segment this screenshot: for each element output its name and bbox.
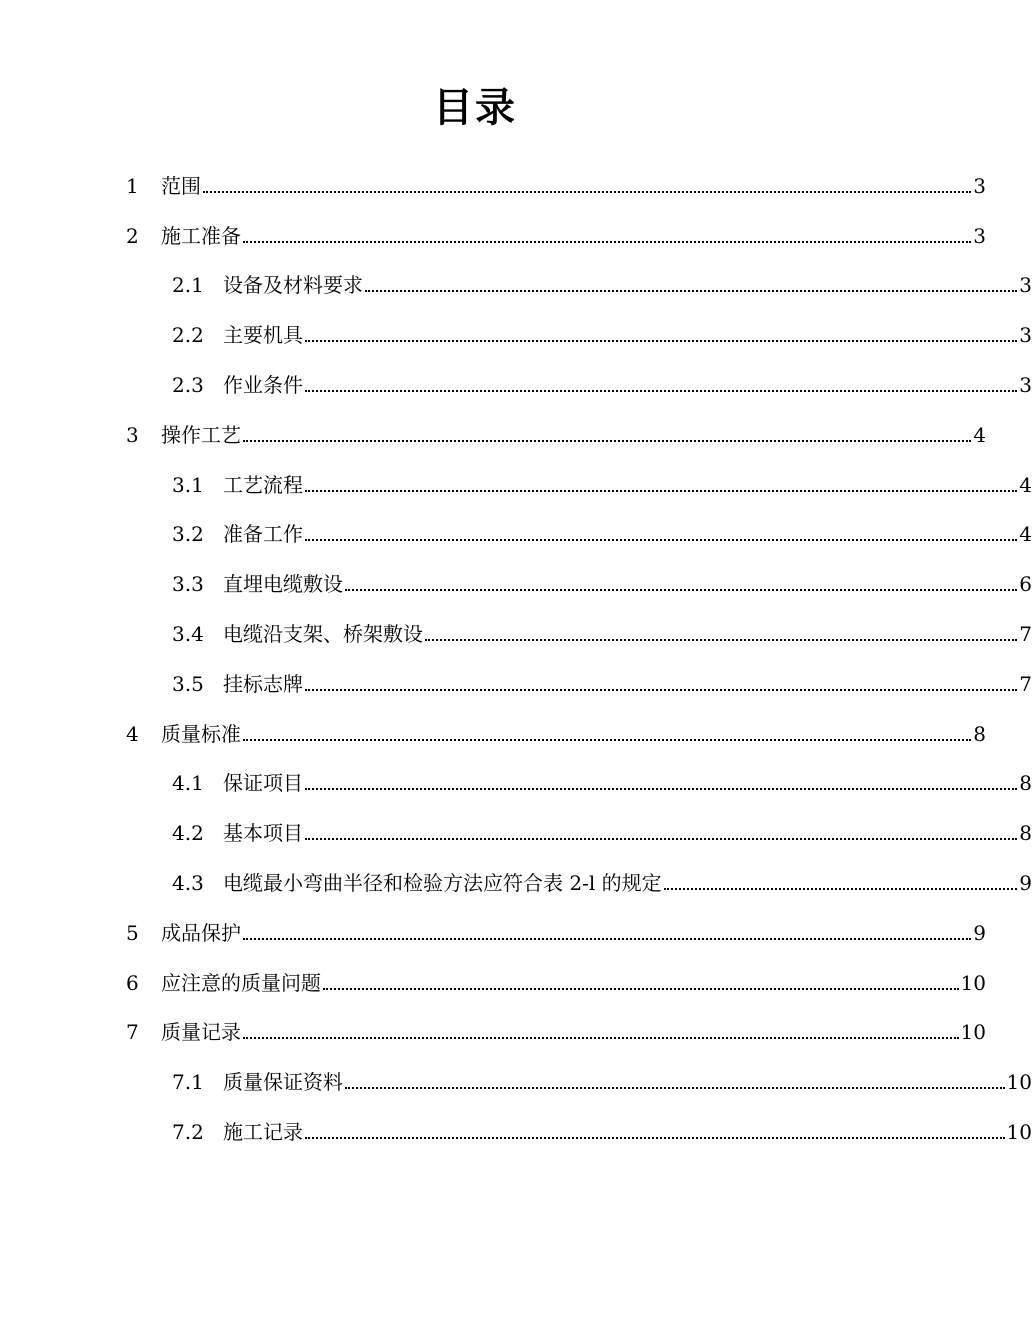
- toc-entry-title: 工艺流程: [223, 472, 303, 497]
- toc-entry-title: 成品保护: [161, 920, 241, 945]
- toc-entry-page-number: 8: [1019, 771, 1032, 796]
- toc-dot-leader: [243, 920, 971, 946]
- toc-dot-leader: [323, 970, 959, 996]
- toc-entry-page-number: 3: [1019, 323, 1032, 348]
- toc-entry-page-number: 10: [960, 970, 986, 995]
- toc-entry-number: 5: [126, 920, 139, 945]
- toc-entry-title: 电缆最小弯曲半径和检验方法应符合表 2-l 的规定: [223, 871, 662, 896]
- toc-dot-leader: [425, 621, 1017, 647]
- toc-entry-page-number: 3: [1019, 273, 1032, 298]
- toc-entry-title: 施工记录: [223, 1120, 303, 1145]
- toc-dot-leader: [203, 173, 971, 199]
- toc-entry-page-number: 10: [1006, 1070, 1032, 1095]
- toc-entry-number: 2.3: [172, 373, 204, 398]
- toc-title: 目录: [433, 85, 517, 131]
- toc-entry-title: 主要机具: [223, 323, 303, 348]
- toc-entry[interactable]: [0, 261, 1032, 311]
- toc-entry[interactable]: [0, 609, 1032, 659]
- toc-dot-leader: [305, 770, 1017, 796]
- toc-entry-page-number: 3: [973, 223, 986, 248]
- toc-entry[interactable]: [0, 211, 986, 261]
- toc-dot-leader: [243, 223, 971, 249]
- toc-entry[interactable]: [0, 858, 1032, 908]
- toc-entry[interactable]: [0, 759, 1032, 809]
- toc-entry-page-number: 4: [1019, 472, 1032, 497]
- toc-entry-number: 6: [126, 970, 139, 995]
- toc-entry-page-number: 9: [1019, 871, 1032, 896]
- toc-dot-leader: [345, 1069, 1005, 1095]
- toc-entry-number: 7.2: [172, 1120, 204, 1145]
- toc-entry-title: 准备工作: [223, 522, 303, 547]
- toc-entry-title: 作业条件: [223, 373, 303, 398]
- toc-entry-title: 质量保证资料: [223, 1070, 343, 1095]
- toc-entry-number: 3.1: [172, 472, 204, 497]
- toc-entry[interactable]: [0, 410, 986, 460]
- toc-entry[interactable]: [0, 360, 1032, 410]
- toc-entry[interactable]: [0, 510, 1032, 560]
- toc-entry-number: 3.5: [172, 671, 204, 696]
- toc-entry-number: 1: [126, 173, 139, 198]
- toc-entry-page-number: 10: [1006, 1120, 1032, 1145]
- toc-entry-title: 设备及材料要求: [223, 273, 363, 298]
- toc-entry-page-number: 7: [1019, 671, 1032, 696]
- toc-entry-page-number: 8: [1019, 821, 1032, 846]
- toc-entry-title: 电缆沿支架、桥架敷设: [223, 622, 423, 647]
- toc-entry-number: 7.1: [172, 1070, 204, 1095]
- toc-entry[interactable]: [0, 709, 986, 759]
- toc-entry-number: 3.4: [172, 622, 204, 647]
- toc-dot-leader: [305, 372, 1017, 398]
- toc-entry[interactable]: [0, 908, 986, 958]
- toc-entry-title: 范围: [161, 173, 201, 198]
- toc-entry-page-number: 3: [973, 173, 986, 198]
- toc-dot-leader: [305, 1119, 1005, 1145]
- toc-entry[interactable]: [0, 1107, 1032, 1157]
- toc-entry-page-number: 9: [973, 920, 986, 945]
- toc-entry-title: 保证项目: [223, 771, 303, 796]
- toc-entry-page-number: 3: [1019, 373, 1032, 398]
- toc-entry-title: 基本项目: [223, 821, 303, 846]
- toc-entry[interactable]: [0, 1008, 986, 1058]
- toc-entry-page-number: 4: [1019, 522, 1032, 547]
- toc-entry-number: 4.3: [172, 871, 204, 896]
- toc-dot-leader: [664, 870, 1018, 896]
- toc-entry-number: 4: [126, 721, 139, 746]
- toc-entry-number: 4.2: [172, 821, 204, 846]
- toc-entry[interactable]: [0, 1057, 1032, 1107]
- toc-entry[interactable]: [0, 161, 986, 211]
- toc-entry-number: 7: [126, 1020, 139, 1045]
- toc-entry[interactable]: [0, 808, 1032, 858]
- toc-entry[interactable]: [0, 958, 986, 1008]
- toc-entry-title: 操作工艺: [161, 422, 241, 447]
- toc-entry-title: 质量记录: [161, 1020, 241, 1045]
- toc-entry[interactable]: [0, 460, 1032, 510]
- toc-entry[interactable]: [0, 310, 1032, 360]
- toc-dot-leader: [305, 521, 1017, 547]
- toc-dot-leader: [305, 472, 1017, 498]
- toc-entry-number: 3: [126, 422, 139, 447]
- toc-entry-number: 2.1: [172, 273, 204, 298]
- toc-dot-leader: [243, 422, 971, 448]
- toc-entry-title: 应注意的质量问题: [161, 970, 321, 995]
- toc-dot-leader: [365, 272, 1017, 298]
- toc-entry[interactable]: [0, 659, 1032, 709]
- toc-dot-leader: [305, 671, 1017, 697]
- toc-entry-title: 施工准备: [161, 223, 241, 248]
- toc-dot-leader: [243, 1019, 959, 1045]
- toc-entry-page-number: 8: [973, 721, 986, 746]
- toc-entry-title: 质量标准: [161, 721, 241, 746]
- toc-dot-leader: [243, 721, 971, 747]
- toc-entry[interactable]: [0, 559, 1032, 609]
- toc-list: [0, 161, 1032, 1157]
- toc-entry-number: 2: [126, 223, 139, 248]
- toc-entry-number: 2.2: [172, 323, 204, 348]
- toc-dot-leader: [345, 571, 1017, 597]
- toc-entry-number: 3.3: [172, 572, 204, 597]
- toc-entry-page-number: 6: [1019, 572, 1032, 597]
- toc-dot-leader: [305, 322, 1017, 348]
- toc-entry-title: 挂标志牌: [223, 671, 303, 696]
- toc-entry-page-number: 4: [973, 422, 986, 447]
- toc-entry-page-number: 7: [1019, 622, 1032, 647]
- toc-entry-number: 3.2: [172, 522, 204, 547]
- toc-entry-title: 直埋电缆敷设: [223, 572, 343, 597]
- toc-entry-page-number: 10: [960, 1020, 986, 1045]
- toc-dot-leader: [305, 820, 1017, 846]
- toc-entry-number: 4.1: [172, 771, 204, 796]
